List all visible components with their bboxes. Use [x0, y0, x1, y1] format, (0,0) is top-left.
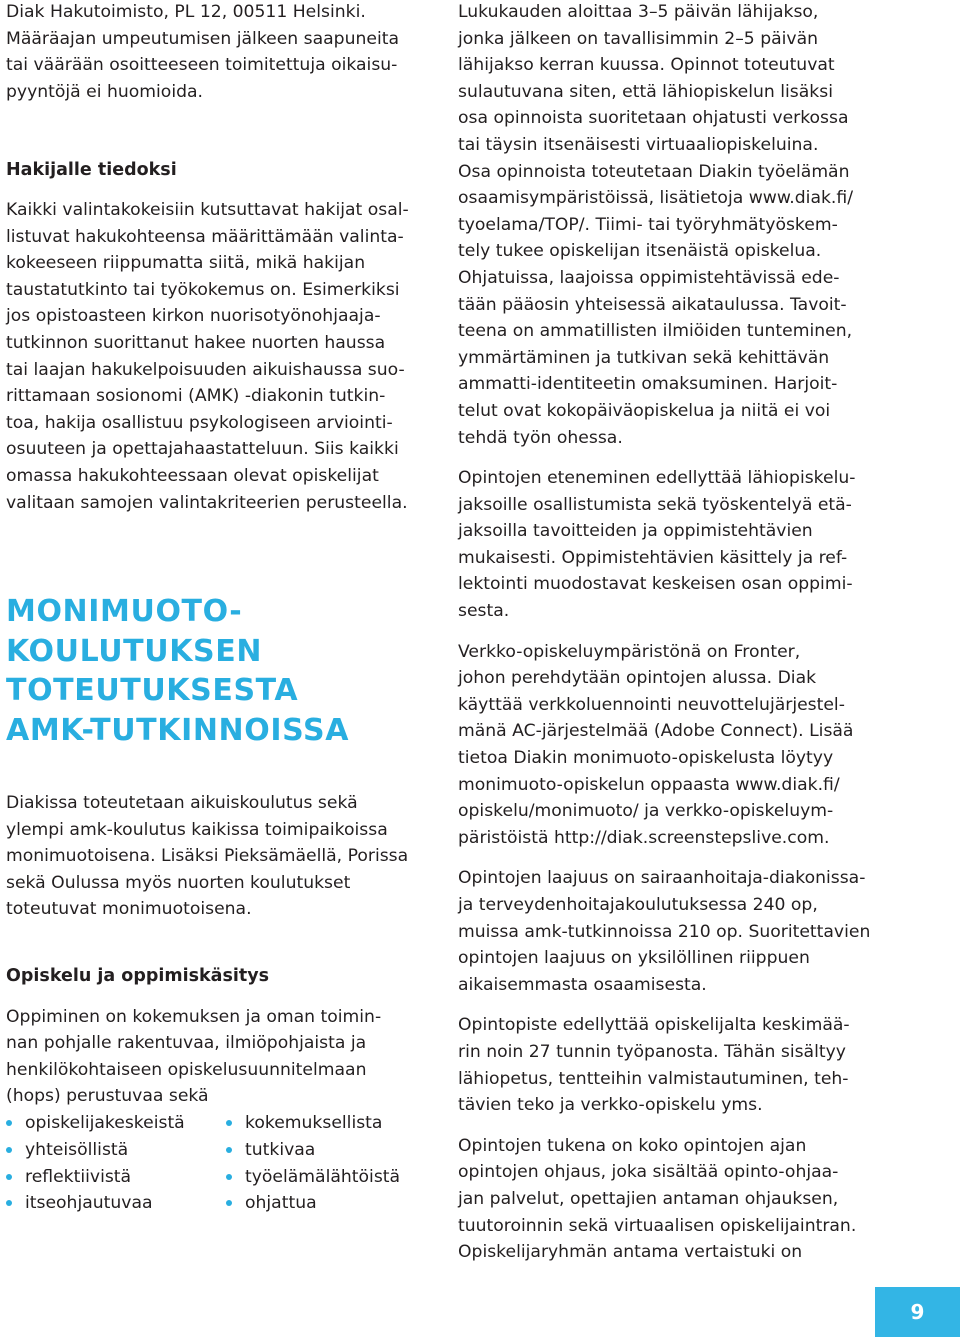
list-item-label: itseohjautuvaa [25, 1193, 153, 1214]
list-item [6, 1110, 226, 1137]
list-item-label: ohjattua [245, 1193, 317, 1214]
study-heading: Opiskelu ja oppimiskäsitys [6, 966, 270, 987]
paragraph-guidance: Opintojen tukena on koko opintojen ajan opintojen ohjaus, joka sisältää opinto-ohjaa- jan palvelut, opettajien antaman ohjauksen, tuutoroinnin sekä virtuaalisen opiskelijaintran. Opiskelijaryhmän antama vertaistuki on [458, 1135, 857, 1263]
list-item-label: yhteisöllistä [25, 1139, 129, 1160]
paragraph-schedule: Lukukauden aloittaa 3–5 päivän lähijakso, jonka jälkeen on tavallisimmin 2–5 päivän lähijakso kerran kuussa. Opinnot toteutuvat sulautuvana siten, että lähiopiskelun lisäksi osa opinnoista suoritetaan ohjatusti verkossa tai täysin itsenäisesti virtuaaliopiskeluina. Osa opinnoista toteutetaan Diakin työelämän osaamisympäristöissä, lisätietoja www.diak.fi/ tyoelama/TOP/. Tiimi- tai työryhmätyöskem- tely tukee opiskelijan itsenäistä opiskelua. Ohjatuissa, laajoissa oppimistehtävissä ede- tään pääosin yhteisessä aikataulussa. Tavoit- teena on ammatillisten ilmiöiden tunteminen, ymmärtäminen ja tutkivan sekä kehittävän ammatti-identiteetin omaksuminen. Harjoit- telut ovat kokopäiväopiskelua ja niitä ei voi tehdä työn ohessa. [458, 2, 854, 448]
page-number: 9 [875, 1287, 960, 1337]
list-item-label: tutkivaa [245, 1139, 316, 1160]
bullet-dot-icon [6, 1174, 12, 1180]
bullet-dot-icon [226, 1200, 232, 1206]
list-item [226, 1164, 400, 1191]
section-intro: Diakissa toteutetaan aikuiskoulutus sekä ylempi amk-koulutus kaikissa toimipaikoissa monimuotoisena. Lisäksi Pieksämäellä, Porissa sekä Oulussa myös nuorten koulutukset toteutuvat monimuotoisena. [6, 793, 409, 920]
paragraph-credit-workload: Opintopiste edellyttää opiskelijalta keskimää- rin noin 27 tunnin työpanosta. Tähän sisältyy lähiopetus, tentteihin valmistautuminen, teh- tävien teko ja verkko-opiskelu yms. [458, 1015, 850, 1116]
right-column [458, 0, 888, 1266]
list-item-label: kokemuksellista [245, 1113, 383, 1134]
bullet-dot-icon [6, 1200, 12, 1206]
intro-paragraph: Diak Hakutoimisto, PL 12, 00511 Helsinki. Määräajan umpeutumisen jälkeen saapuneita tai väärään osoitteeseen toimitettuja oikaisu- pyyntöjä ei huomioida. [6, 2, 400, 102]
paragraph-study-scope: Opintojen laajuus on sairaanhoitaja-diakonissa- ja terveydenhoitajakoulutuksessa 240 op, muissa amk-tutkinnoissa 210 op. Suoritettavien opintojen laajuus on yksilöllinen riippuen aikaisemmasta osaamisesta. [458, 868, 871, 995]
list-item [6, 1190, 226, 1217]
list-item-label: opiskelijakeskeistä [25, 1113, 185, 1134]
learning-bullets [6, 1110, 434, 1217]
study-paragraph: Oppiminen on kokemuksen ja oman toimin- nan pohjalle rakentuvaa, ilmiöpohjaista ja henkilökohtaiseen opiskelusuunnitelmaan (hops) perustuvaa sekä [6, 1006, 382, 1107]
notice-heading: Hakijalle tiedoksi [6, 160, 177, 181]
list-item-label: reflektiivistä [25, 1166, 132, 1187]
list-item [226, 1137, 400, 1164]
list-item [6, 1164, 226, 1191]
bullet-dot-icon [226, 1174, 232, 1180]
list-item [6, 1137, 226, 1164]
notice-paragraph: Kaikki valintakokeisiin kutsuttavat hakijat osal- listuvat hakukohteensa määrittämään valinta- kokeeseen riippumatta siitä, mikä hakijan taustatutkinto tai työkokemus on. Esimerkiksi jos opistoasteen kirkon nuorisotyönohjaaja- tutkinnon suorittanut hakee nuorten haussa tai laajan hakukelpoisuuden aikuishaussa suo- rittamaan sosionomi (AMK) -diakonin tutkin- toa, hakija osallistuu psykologiseen arviointi- osuuteen ja opettajahaastatteluun. Siis kaikki omassa hakukohteessaan olevat opiskelijat valitaan samojen valintakriteerien perusteella. [6, 199, 409, 513]
list-item [226, 1190, 400, 1217]
bullet-list-left [6, 1110, 226, 1217]
bullet-dot-icon [6, 1147, 12, 1153]
paragraph-online-environment: Verkko-opiskeluympäristönä on Fronter, johon perehdytään opintojen alussa. Diak käyttää verkkoluennointi neuvottelujärjestel- mänä AC-järjestelmää (Adobe Connect). Lisää tietoa Diakin monimuoto-opiskelusta löytyy monimuoto-opiskelun oppaasta www.diak.fi/ opiskelu/monimuoto/ ja verkko-opiskeluym- päristöistä http://diak.screenstepslive.com. [458, 641, 854, 848]
left-column [6, 0, 434, 1217]
bullet-list-right [226, 1110, 400, 1217]
bullet-dot-icon [226, 1147, 232, 1153]
list-item [226, 1110, 400, 1137]
bullet-dot-icon [6, 1120, 12, 1126]
list-item-label: työelämälähtöistä [245, 1166, 401, 1187]
bullet-dot-icon [226, 1120, 232, 1126]
section-heading: MONIMUOTO- KOULUTUKSEN TOTEUTUKSESTA AMK-TUTKINNOISSA [6, 594, 350, 748]
paragraph-progress: Opintojen eteneminen edellyttää lähiopiskelu- jaksoille osallistumista sekä työskentelyä etä- jaksoilla tavoitteiden ja oppimistehtävien mukaisesti. Oppimistehtävien käsittely ja ref- lektointi muodostavat keskeisen osan oppimi- sesta. [458, 468, 856, 622]
